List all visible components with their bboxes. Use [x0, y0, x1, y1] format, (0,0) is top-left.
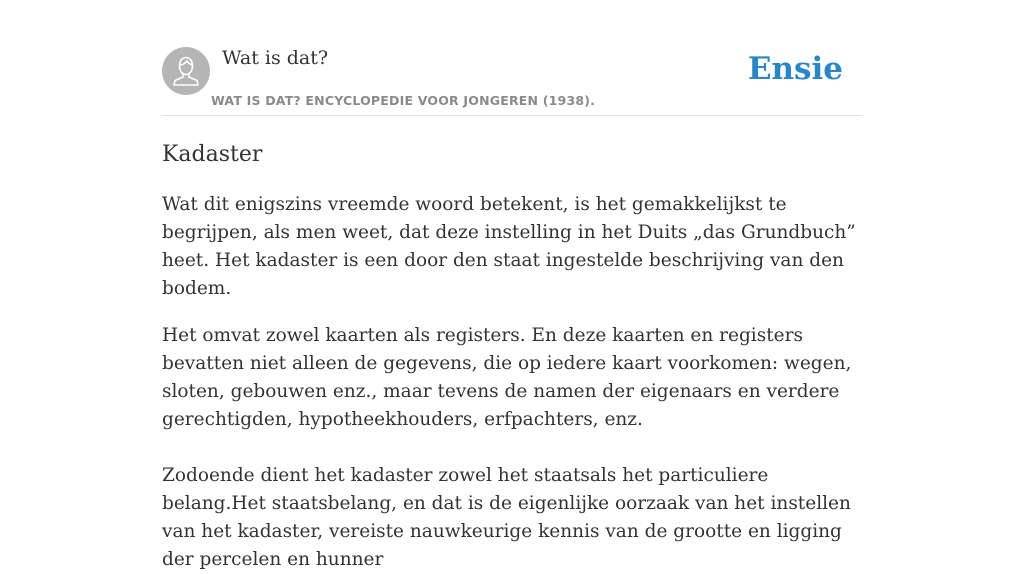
page — [162, 0, 862, 574]
source-title-link[interactable]: Wat is dat? — [222, 47, 329, 69]
article-body — [162, 191, 862, 574]
avatar[interactable] — [162, 47, 210, 95]
article-paragraph: Zodoende dient het kadaster zowel het staatsals het particuliere belang.Het staatsbelang, en dat is de eigenlijke oorzaak van het instellen van het kadaster, vereiste nauwkeurige kennis van de grootte en ligging der percelen en hunner — [162, 465, 851, 570]
ensie-logo[interactable]: Ensie — [747, 51, 843, 87]
source-header — [162, 46, 862, 116]
source-subtitle: WAT IS DAT? ENCYCLOPEDIE VOOR JONGEREN (1938). — [211, 93, 596, 108]
person-icon — [162, 47, 210, 95]
article-title: Kadaster — [162, 142, 263, 167]
article-paragraph: Het omvat zowel kaarten als registers. En deze kaarten en registers bevatten niet alleen de gegevens, die op iedere kaart voorkomen: wegen, sloten, gebouwen enz., maar tevens de namen der eigenaars en verdere gerechtigden, hypotheekhouders, erfpachters, enz. — [162, 325, 852, 430]
article-paragraph: Wat dit enigszins vreemde woord betekent, is het gemakkelijkst te begrijpen, als men weet, dat deze instelling in het Duits „das Grundbuch” heet. Het kadaster is een door den staat ingestelde beschrijving van den bodem. — [162, 194, 856, 299]
